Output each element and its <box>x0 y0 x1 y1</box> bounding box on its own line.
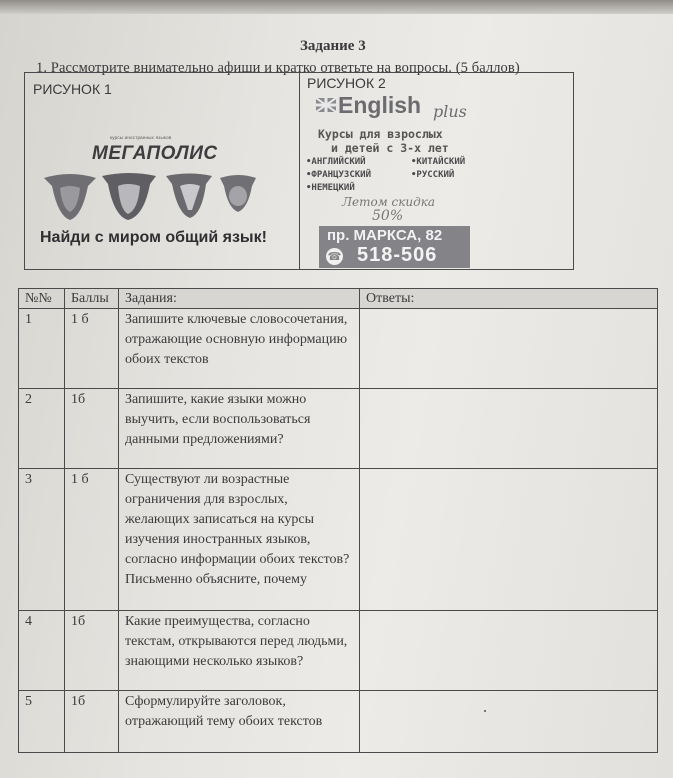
figures-divider <box>299 73 300 269</box>
language-item: •ФРАНЦУЗСКИЙ <box>306 170 372 180</box>
row-task: Запишите ключевые словосочетания, отражающие основную информацию обоих текстов <box>119 309 360 389</box>
language-item: •НЕМЕЦКИЙ <box>306 183 355 193</box>
task-title: Задание 3 <box>300 38 366 54</box>
language-item: •АНГЛИЙСКИЙ <box>306 157 366 167</box>
tasks-table <box>18 288 658 753</box>
tongue-icon-3 <box>166 174 212 219</box>
discount-label: Летом скидка <box>342 195 436 209</box>
header-points: Баллы <box>65 289 119 309</box>
row-answer-cell[interactable] <box>360 389 658 469</box>
courses-line-2: и детей с 3-х лет <box>331 141 449 155</box>
row-points: 1 б <box>65 469 119 611</box>
row-answer-cell[interactable] <box>360 611 658 691</box>
address-text: пр. МАРКСА, 82 <box>327 227 443 244</box>
language-item: •РУССКИЙ <box>411 170 455 180</box>
megapolis-tagline: курсы иностранных языков <box>110 135 172 140</box>
pen-mark <box>484 710 486 712</box>
table-row <box>19 309 658 389</box>
phone-icon: ☎ <box>327 250 342 263</box>
figure1-label: РИСУНОК 1 <box>33 81 112 97</box>
row-answer-cell[interactable] <box>360 691 658 753</box>
page-top-shadow <box>0 0 673 14</box>
row-answer-cell[interactable] <box>360 469 658 611</box>
tongue-icon-4 <box>220 175 256 212</box>
table-row <box>19 469 658 611</box>
row-points: 1б <box>65 389 119 469</box>
table-row <box>19 611 658 691</box>
header-answer: Ответы: <box>360 289 658 309</box>
row-number: 3 <box>19 469 65 611</box>
tongue-icon-1 <box>44 174 96 220</box>
figure1-slogan: Найди с миром общий язык! <box>40 229 267 246</box>
row-points: 1б <box>65 611 119 691</box>
uk-flag-icon <box>316 98 336 112</box>
row-task: Сформулируйте заголовок, отражающий тему обоих текстов <box>119 691 360 753</box>
english-plus-suffix: plus <box>433 102 467 121</box>
row-task: Какие преимущества, согласно текстам, открываются перед людьми, знающими несколько языков? <box>119 611 360 691</box>
row-number: 5 <box>19 691 65 753</box>
tongues-illustration <box>42 172 258 224</box>
language-item: •КИТАЙСКИЙ <box>411 157 466 167</box>
row-task: Существуют ли возрастные ограничения для взрослых, желающих записаться на курсы изучения иностранных языков, согласно информации обоих текстов? Письменно объясните, почему <box>119 469 360 611</box>
row-task: Запишите, какие языки можно выучить, если воспользоваться данными предложениями? <box>119 389 360 469</box>
table-header-row <box>19 289 658 309</box>
table-row <box>19 389 658 469</box>
courses-line-1: Курсы для взрослых <box>318 127 443 141</box>
row-number: 4 <box>19 611 65 691</box>
megapolis-logo: МЕГАПОЛИС <box>92 143 218 164</box>
phone-number: 518-506 <box>357 244 438 266</box>
header-number: №№ <box>19 289 65 309</box>
header-task: Задания: <box>119 289 360 309</box>
discount-value: 50% <box>372 208 404 224</box>
row-answer-cell[interactable] <box>360 309 658 389</box>
english-plus-title: English <box>338 92 422 118</box>
row-points: 1б <box>65 691 119 753</box>
row-number: 1 <box>19 309 65 389</box>
row-points: 1 б <box>65 309 119 389</box>
tongue-icon-2 <box>102 173 156 220</box>
figure2-label: РИСУНОК 2 <box>307 75 386 91</box>
task-instruction: 1. Рассмотрите внимательно афиши и кратко ответьте на вопросы. (5 баллов) <box>36 60 520 76</box>
table-row <box>19 691 658 753</box>
row-number: 2 <box>19 389 65 469</box>
